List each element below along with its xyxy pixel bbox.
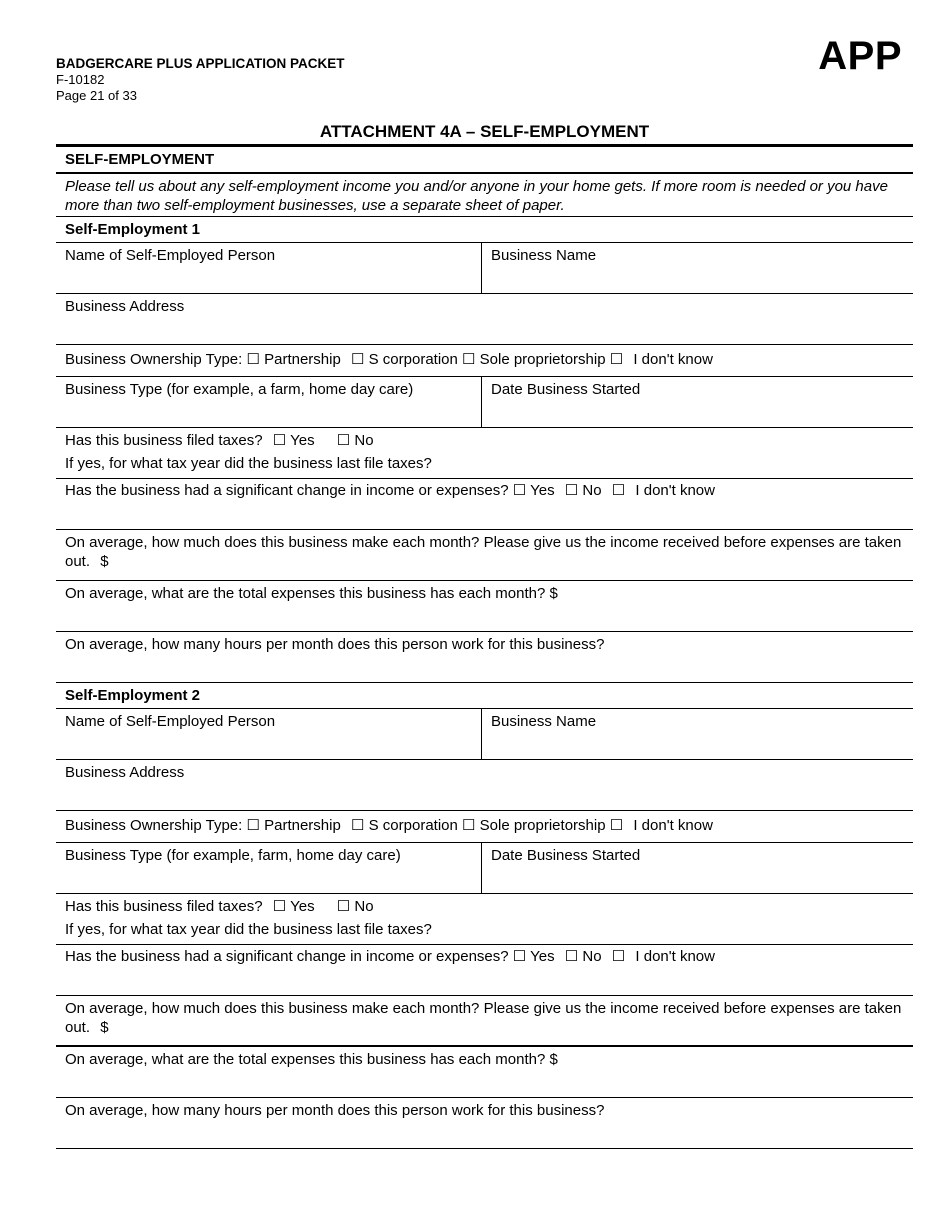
checkbox[interactable]: ☐	[512, 482, 527, 499]
section-label: SELF-EMPLOYMENT	[56, 147, 913, 174]
expenses-label: On average, what are the total expenses this business has each month?	[65, 585, 546, 602]
instructions: Please tell us about any self-employment income you and/or anyone in your home gets. If more room is needed or you have more than two self-employment businesses, use a separate sheet of paper.	[56, 174, 913, 217]
yes-label: Yes	[530, 482, 555, 499]
block-1-expenses-field[interactable]	[56, 581, 913, 632]
business-name-label: Business Name	[491, 247, 597, 264]
checkbox[interactable]: ☐	[246, 817, 260, 834]
filed-taxes-label: Has this business filed taxes?	[65, 432, 263, 449]
block-2-change-row	[56, 945, 913, 996]
block-2-heading: Self-Employment 2	[56, 683, 913, 709]
checkbox[interactable]: ☐	[351, 817, 365, 834]
block-2-date-started-field[interactable]	[482, 843, 913, 893]
date-started-label: Date Business Started	[491, 381, 641, 398]
block-2-business-name-field[interactable]	[482, 709, 913, 759]
block-1-change-row	[56, 479, 913, 530]
person-name-label: Name of Self-Employed Person	[65, 247, 276, 264]
block-1-person-name-field[interactable]	[56, 243, 482, 293]
ownership-label: Business Ownership Type:	[65, 351, 243, 368]
block-2-address-field[interactable]	[56, 760, 913, 811]
income-label: On average, how much does this business make each month? Please give us the income received before expenses are taken out.	[65, 1000, 902, 1036]
app-tag: APP	[818, 34, 902, 78]
yes-label: Yes	[290, 898, 315, 915]
block-1-heading: Self-Employment 1	[56, 217, 913, 243]
form-number: F-10182	[56, 72, 105, 87]
unknown-label: I don't know	[635, 948, 715, 965]
dollar-sign: $	[549, 585, 558, 602]
block-1-date-started-field[interactable]	[482, 377, 913, 427]
block-1-business-name-field[interactable]	[482, 243, 913, 293]
yes-label: Yes	[290, 432, 315, 449]
option-partnership: Partnership	[264, 351, 341, 368]
document-header	[56, 56, 345, 104]
option-unknown: I don't know	[633, 817, 713, 834]
checkbox[interactable]: ☐	[611, 482, 626, 499]
checkbox[interactable]: ☐	[512, 948, 527, 965]
checkbox[interactable]: ☐	[564, 948, 579, 965]
block-1-business-type-field[interactable]	[56, 377, 482, 427]
change-label: Has the business had a significant change in income or expenses?	[65, 482, 509, 499]
yes-label: Yes	[530, 948, 555, 965]
hours-label: On average, how many hours per month does this person work for this business?	[65, 636, 605, 653]
block-1-income-field[interactable]	[56, 530, 913, 581]
block-2-business-type-field[interactable]	[56, 843, 482, 893]
dollar-sign: $	[100, 1019, 109, 1036]
tax-year-label: If yes, for what tax year did the business last file taxes?	[65, 455, 432, 472]
income-label: On average, how much does this business make each month? Please give us the income received before expenses are taken out.	[65, 534, 902, 570]
option-s-corporation: S corporation	[368, 817, 458, 834]
block-2-income-field[interactable]	[56, 996, 913, 1047]
dollar-sign: $	[100, 553, 109, 570]
business-type-label: Business Type (for example, a farm, home day care)	[65, 381, 414, 398]
option-sole-proprietorship: Sole proprietorship	[479, 351, 606, 368]
tax-year-label: If yes, for what tax year did the business last file taxes?	[65, 921, 432, 938]
date-started-label: Date Business Started	[491, 847, 641, 864]
block-1-ownership-row	[56, 345, 913, 377]
checkbox[interactable]: ☐	[609, 351, 624, 368]
dollar-sign: $	[549, 1051, 558, 1068]
business-type-label: Business Type (for example, farm, home day care)	[65, 847, 401, 864]
business-name-label: Business Name	[491, 713, 597, 730]
block-2-name-row	[56, 709, 913, 760]
address-label: Business Address	[65, 298, 185, 315]
no-label: No	[354, 432, 374, 449]
block-1-type-row	[56, 377, 913, 428]
option-partnership: Partnership	[264, 817, 341, 834]
block-2-expenses-field[interactable]	[56, 1047, 913, 1098]
change-label: Has the business had a significant change in income or expenses?	[65, 948, 509, 965]
block-1-name-row	[56, 243, 913, 294]
checkbox[interactable]: ☐	[246, 351, 260, 368]
block-2-person-name-field[interactable]	[56, 709, 482, 759]
page-number: Page 21 of 33	[56, 88, 137, 103]
block-1-address-field[interactable]	[56, 294, 913, 345]
block-2-taxes-row	[56, 894, 913, 945]
packet-title: BADGERCARE PLUS APPLICATION PACKET	[56, 56, 345, 71]
person-name-label: Name of Self-Employed Person	[65, 713, 276, 730]
block-2-hours-field[interactable]	[56, 1098, 913, 1149]
block-1-hours-field[interactable]	[56, 632, 913, 683]
checkbox[interactable]: ☐	[336, 898, 351, 915]
checkbox[interactable]: ☐	[336, 432, 351, 449]
option-sole-proprietorship: Sole proprietorship	[479, 817, 606, 834]
hours-label: On average, how many hours per month does this person work for this business?	[65, 1102, 605, 1119]
no-label: No	[354, 898, 374, 915]
checkbox[interactable]: ☐	[564, 482, 579, 499]
block-2-ownership-row	[56, 811, 913, 843]
checkbox[interactable]: ☐	[351, 351, 365, 368]
checkbox[interactable]: ☐	[272, 432, 287, 449]
checkbox[interactable]: ☐	[462, 351, 476, 368]
expenses-label: On average, what are the total expenses this business has each month?	[65, 1051, 546, 1068]
ownership-label: Business Ownership Type:	[65, 817, 243, 834]
option-s-corporation: S corporation	[368, 351, 458, 368]
checkbox[interactable]: ☐	[609, 817, 624, 834]
unknown-label: I don't know	[635, 482, 715, 499]
address-label: Business Address	[65, 764, 185, 781]
option-unknown: I don't know	[633, 351, 713, 368]
checkbox[interactable]: ☐	[272, 898, 287, 915]
page-title: ATTACHMENT 4A – SELF-EMPLOYMENT	[319, 122, 650, 141]
block-1-taxes-row	[56, 428, 913, 479]
checkbox[interactable]: ☐	[462, 817, 476, 834]
no-label: No	[582, 948, 602, 965]
block-2-type-row	[56, 843, 913, 894]
checkbox[interactable]: ☐	[611, 948, 626, 965]
self-employment-form	[56, 144, 913, 1149]
filed-taxes-label: Has this business filed taxes?	[65, 898, 263, 915]
no-label: No	[582, 482, 602, 499]
